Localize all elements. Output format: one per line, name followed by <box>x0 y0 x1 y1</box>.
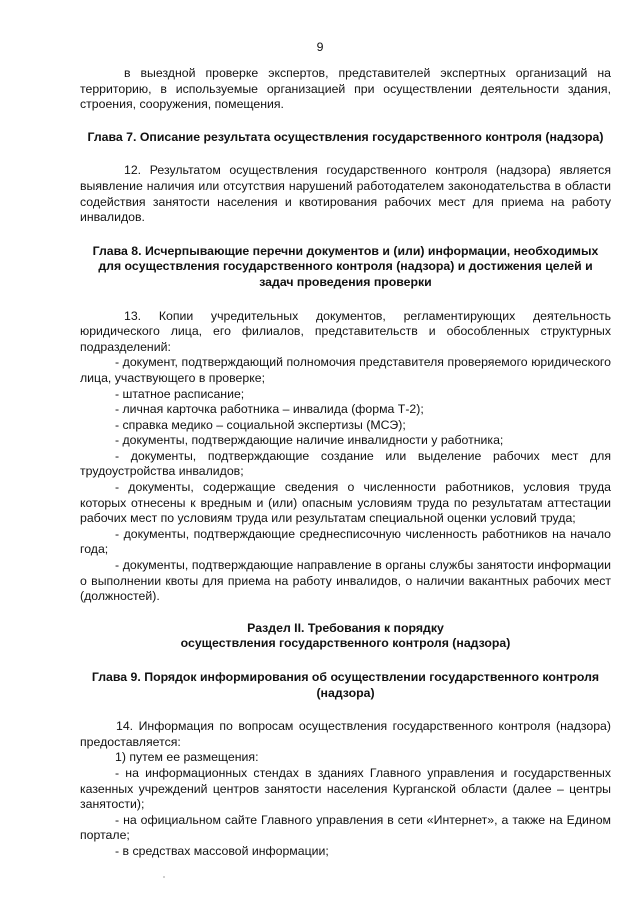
list-item: - на официальном сайте Главного управления в сети «Интернет», а также на Едином портале; <box>80 812 611 843</box>
list-item: - на информационных стендах в зданиях Главного управления и государственных казенных учреждений центров занятости населения Курганской области (далее – центры занятости); <box>80 765 611 812</box>
list-item: - документы, подтверждающие наличие инвалидности у работника; <box>115 433 504 448</box>
list-item: - документы, подтверждающие среднесписочную численность работников на начало года; <box>80 526 611 557</box>
list-item: - штатное расписание; <box>115 386 245 401</box>
section-heading <box>80 130 611 146</box>
spacer <box>80 145 611 163</box>
list-item: - справка медико – социальной экспертизы (МСЭ); <box>115 417 406 432</box>
heading-text: Глава 7. Описание результата осуществления государственного контроля (надзора) <box>87 129 604 144</box>
paragraph: в выездной проверке экспертов, представителей экспертных организаций на территорию, в используемые организацией при осуществлении деятельности здания, строения, сооружения, помещения. <box>80 66 611 112</box>
list-item: - в средствах массовой информации; <box>115 843 329 858</box>
section-heading <box>80 244 611 291</box>
list-item: - документы, содержащие сведения о численности работников, условия труда которых отнесены к вредным и (или) опасным условиям труда по результатам аттестации рабочих мест по условиям труда или результатам специальной оценки условий труда; <box>80 480 611 526</box>
section-heading <box>80 621 611 652</box>
heading-text-line2: осуществления государственного контроля (надзора) <box>180 636 511 651</box>
spacer <box>80 652 611 670</box>
spacer <box>80 113 611 130</box>
heading-text: Глава 8. Исчерпывающие перечни документов и (или) информации, необходимых для осуществления государственного контроля (надзора) и достижения целей и задач проведения проверки <box>92 243 599 289</box>
paragraph: 13. Копии учредительных документов, регламентирующих деятельность юридического лица, его филиалов, представительств и обособленных структурных подразделений: <box>80 308 611 354</box>
list-item: - личная карточка работника – инвалида (форма Т-2); <box>115 402 424 417</box>
list-item: - документ, подтверждающий полномочия представителя проверяемого юридического лица, участвующего в проверке; <box>80 355 611 385</box>
list-item: - документы, подтверждающие направление в органы службы занятости информации о выполнении квоты для приема на работу инвалидов, о наличии вакантных рабочих мест (должностей). <box>80 558 611 604</box>
spacer <box>80 226 611 244</box>
list-item: 1) путем ее размещения: <box>115 750 259 765</box>
heading-text: Раздел II. Требования к порядку <box>247 620 444 635</box>
scan-artifact <box>163 876 165 878</box>
heading-text: Глава 9. Порядок информирования об осуществлении государственного контроля (надзора) <box>91 670 600 700</box>
page-number: 9 <box>316 40 324 54</box>
document-body <box>80 66 611 860</box>
spacer <box>80 701 611 719</box>
section-heading <box>80 670 611 701</box>
paragraph: 14. Информация по вопросам осуществления государственного контроля (надзора) предоставляется: <box>80 719 611 749</box>
spacer <box>80 291 611 309</box>
paragraph: 12. Результатом осуществления государственного контроля (надзора) является выявление наличия или отсутствия нарушений работодателем законодательства в области содействия занятости населения и квотирования рабочих мест для приема на работу инвалидов. <box>80 163 611 225</box>
spacer <box>80 605 611 621</box>
list-item: - документы, подтверждающие создание или выделение рабочих мест для трудоустройства инвалидов; <box>80 448 611 479</box>
